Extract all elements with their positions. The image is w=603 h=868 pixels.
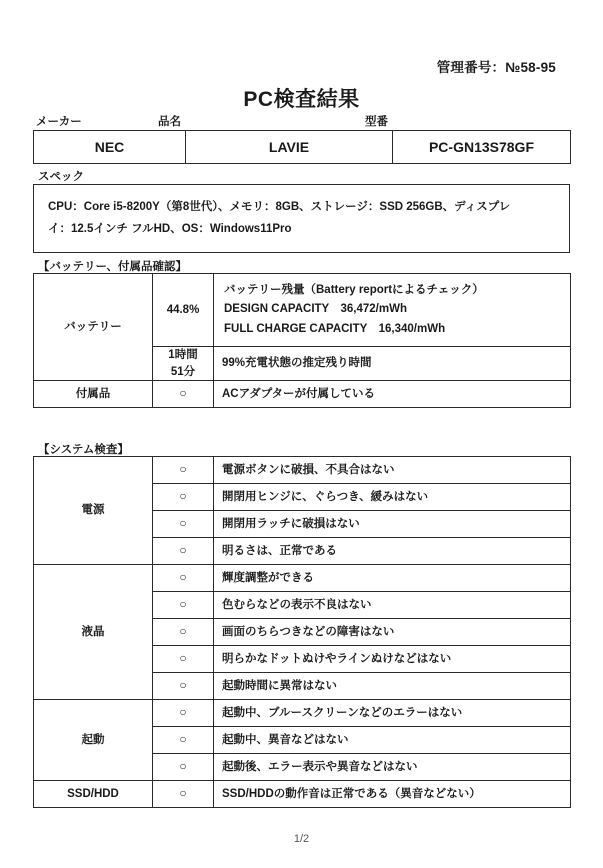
check-category-label: SSD/HDD [34, 781, 153, 808]
table-row [34, 185, 570, 253]
check-item-text: 起動中、異音などはない [214, 727, 571, 754]
circle-check-icon: ○ [179, 461, 187, 476]
spec-line-1: CPU：Core i5-8200Y（第8世代）、メモリ：8GB、ストレージ：SSD 256GB、ディスプレ [48, 201, 511, 214]
battery-report-detail [214, 274, 571, 347]
label-part-number: 型番 [365, 116, 388, 128]
table-row [34, 381, 571, 408]
circle-check-icon: ○ [179, 569, 187, 584]
check-result-cell [153, 592, 214, 619]
page-number: 1/2 [293, 833, 310, 845]
accessory-item-text: ACアダプターが付属している [214, 381, 571, 408]
spec-text [34, 185, 570, 253]
circle-check-icon: ○ [179, 677, 187, 692]
battery-remaining-time-value [153, 346, 214, 380]
remaining-time-minutes: 51分 [170, 365, 196, 378]
circle-check-icon: ○ [179, 785, 187, 800]
check-item-text: 明るさは、正常である [214, 538, 571, 565]
battery-detail-line-1: バッテリー残量（Battery reportによるチェック） [224, 284, 484, 296]
section-caption-system: 【システム検査】 [38, 444, 129, 456]
circle-check-icon: ○ [179, 515, 187, 530]
check-item-text: 明らかなドットぬけやラインぬけなどはない [214, 646, 571, 673]
circle-check-icon: ○ [179, 596, 187, 611]
check-result-cell [153, 781, 214, 808]
check-result-cell [153, 457, 214, 484]
check-item-text: 開閉用ラッチに破損はない [214, 511, 571, 538]
check-result-cell [153, 700, 214, 727]
section-caption-battery: 【バッテリー、付属品確認】 [38, 261, 188, 273]
label-maker: メーカー [36, 116, 82, 128]
circle-check-icon: ○ [179, 623, 187, 638]
system-check-table [33, 456, 571, 808]
table-row [34, 565, 571, 592]
circle-check-icon: ○ [179, 542, 187, 557]
check-category-label: 起動 [34, 700, 153, 781]
check-result-cell [153, 511, 214, 538]
battery-percentage-value: 44.8% [153, 274, 214, 347]
check-item-text: 起動時間に異常はない [214, 673, 571, 700]
table-row [34, 781, 571, 808]
value-model: LAVIE [186, 131, 393, 164]
section-caption-spec: スペック [38, 171, 84, 183]
battery-detail-line-2: DESIGN CAPACITY 36,472/mWh [224, 303, 407, 316]
circle-check-icon: ○ [179, 704, 187, 719]
battery-remaining-time-detail: 99%充電状態の推定残り時間 [214, 346, 571, 380]
circle-check-icon: ○ [179, 385, 187, 400]
remaining-time-hours: 1時間 [168, 348, 198, 361]
battery-detail-line-3: FULL CHARGE CAPACITY 16,340/mWh [224, 322, 446, 335]
page-title: PC検査結果 [243, 88, 360, 111]
check-result-cell [153, 673, 214, 700]
spec-table [33, 184, 570, 253]
check-result-cell [153, 754, 214, 781]
circle-check-icon: ○ [179, 488, 187, 503]
check-result-cell [153, 619, 214, 646]
check-item-text: 画面のちらつきなどの障害はない [214, 619, 571, 646]
table-row [34, 274, 571, 347]
check-item-text: 電源ボタンに破損、不具合はない [214, 457, 571, 484]
spec-line-2: イ：12.5インチ フルHD、OS：Windows11Pro [48, 222, 292, 235]
label-model: 品名 [158, 116, 181, 128]
device-identity-table [33, 130, 571, 164]
table-row [34, 700, 571, 727]
circle-check-icon: ○ [179, 731, 187, 746]
check-item-text: 色むらなどの表示不良はない [214, 592, 571, 619]
check-result-cell [153, 538, 214, 565]
check-result-cell [153, 484, 214, 511]
accessory-category-label: 付属品 [34, 381, 153, 408]
check-category-label: 液晶 [34, 565, 153, 700]
check-result-cell [153, 646, 214, 673]
battery-category-label: バッテリー [34, 274, 153, 381]
check-item-text: 輝度調整ができる [214, 565, 571, 592]
check-item-text: 起動後、エラー表示や異音などはない [214, 754, 571, 781]
management-number: 管理番号：№58-95 [436, 60, 556, 75]
check-item-text: SSD/HDDの動作音は正常である（異音などない） [214, 781, 571, 808]
circle-check-icon: ○ [179, 650, 187, 665]
check-item-text: 開閉用ヒンジに、ぐらつき、緩みはない [214, 484, 571, 511]
accessory-check-mark [153, 381, 214, 408]
table-row [34, 457, 571, 484]
check-item-text: 起動中、ブルースクリーンなどのエラーはない [214, 700, 571, 727]
check-result-cell [153, 727, 214, 754]
check-category-label: 電源 [34, 457, 153, 565]
check-result-cell [153, 565, 214, 592]
table-row [34, 131, 571, 164]
value-maker: NEC [34, 131, 186, 164]
battery-accessory-table [33, 273, 571, 408]
value-part-number: PC-GN13S78GF [393, 131, 571, 164]
circle-check-icon: ○ [179, 758, 187, 773]
